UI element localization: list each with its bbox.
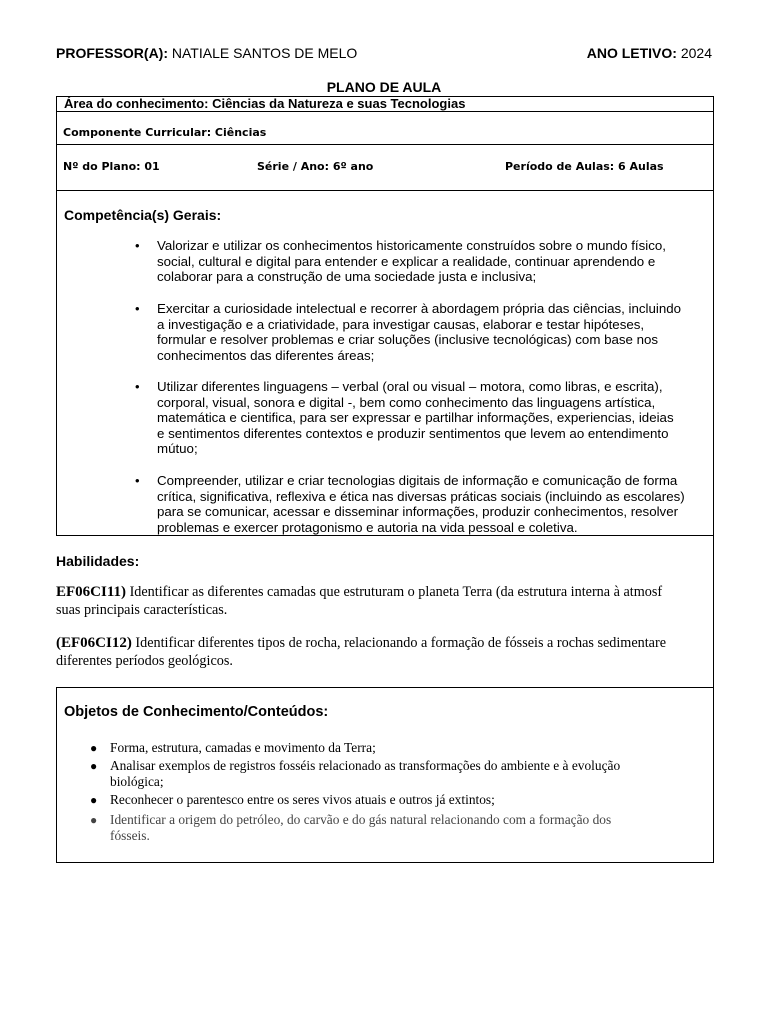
year-label: ANO LETIVO: <box>586 45 677 61</box>
component-row <box>56 111 714 145</box>
bullet-icon: • <box>135 379 140 394</box>
year-value: 2024 <box>680 45 712 61</box>
competencies-title: Competência(s) Gerais: <box>64 207 222 223</box>
skill-item: (EF06CI12) Identificar diferentes tipos de rocha, relacionando a formação de fósseis a rochas sedimentare diferentes períodos geológicos. <box>56 635 666 669</box>
teacher-name: NATIALE SANTOS DE MELO <box>171 45 358 61</box>
bullet-icon: • <box>135 301 140 316</box>
knowledge-object-item: ● Analisar exemplos de registros fosséis relacionado as transformações do ambiente e à evolução biológica; <box>90 758 621 789</box>
competency-item: • Exercitar a curiosidade intelectual e recorrer à abordagem própria das ciências, incluindo a investigação e a criatividade, para investigar causas, elaborar e testar hipóteses, formular e resolver problemas e criar soluções (inclusive tecnológicas) com base nos conhecimentos das diferentes áreas; <box>135 301 682 363</box>
plan-number: Nº do Plano: 01 <box>63 160 160 173</box>
skill-item: EF06CI11) Identificar as diferentes camadas que estruturam o planeta Terra (da estrutura interna à atmosf suas principais características. <box>56 584 663 618</box>
knowledge-object-item: ● Forma, estrutura, camadas e movimento da Terra; <box>90 740 376 755</box>
area-row <box>56 96 714 112</box>
skills-section <box>56 535 714 688</box>
knowledge-object-item: ● Reconhecer o parentesco entre os seres vivos atuais e outros já extintos; <box>90 792 495 807</box>
bullet-icon: • <box>135 473 140 488</box>
bullet-icon: ● <box>90 759 98 773</box>
competencies-section <box>56 190 714 536</box>
competency-item: • Valorizar e utilizar os conhecimentos historicamente construídos sobre o mundo físico, social, cultural e digital para entender e explicar a realidade, continuar aprendendo e colaborar para a construção de uma sociedade justa e inclusiva; <box>135 238 666 284</box>
document-header <box>56 45 712 65</box>
class-period: Período de Aulas: 6 Aulas <box>505 160 664 173</box>
skill-code: (EF06CI12) <box>56 635 132 651</box>
knowledge-objects-title: Objetos de Conhecimento/Conteúdos: <box>64 704 329 720</box>
skills-title: Habilidades: <box>56 553 140 569</box>
skill-code: EF06CI11) <box>56 584 127 600</box>
bullet-icon: ● <box>90 793 98 807</box>
page-title: PLANO DE AULA <box>326 79 442 95</box>
grade: Série / Ano: 6º ano <box>257 160 374 173</box>
plan-info-row <box>56 144 714 191</box>
area-text: Área do conhecimento: Ciências da Natureza e suas Tecnologias <box>64 96 466 111</box>
teacher-field <box>56 45 357 61</box>
teacher-label: PROFESSOR(A): <box>56 45 168 61</box>
bullet-icon: ● <box>90 741 98 755</box>
knowledge-object-item: ● Identificar a origem do petróleo, do carvão e do gás natural relacionando com a formação dos fósseis. <box>90 812 612 843</box>
knowledge-objects-section <box>56 687 714 863</box>
bullet-icon: • <box>135 238 140 253</box>
component-text: Componente Curricular: Ciências <box>63 126 267 139</box>
bullet-icon: ● <box>90 813 98 827</box>
competency-item: • Utilizar diferentes linguagens – verbal (oral ou visual – motora, como libras, e escrita), corporal, visual, sonora e digital -, bem como conhecimento das linguagens artística, matemática e cientifica, para ser expressar e partilhar informações, experiencias, ideias e sentimentos diferentes contextos e produzir sentimentos que levem ao entendimento mútuo; <box>135 379 674 456</box>
competency-item: • Compreender, utilizar e criar tecnologias digitais de informação e comunicação de forma crítica, significativa, reflexiva e ética nas diversas práticas sociais (incluindo as escolares) para se comunicar, acessar e disseminar informações, produzir conhecimentos, resolver problemas e exercer protagonismo e autoria na vida pessoal e coletiva. <box>135 473 685 535</box>
year-field <box>587 45 712 61</box>
